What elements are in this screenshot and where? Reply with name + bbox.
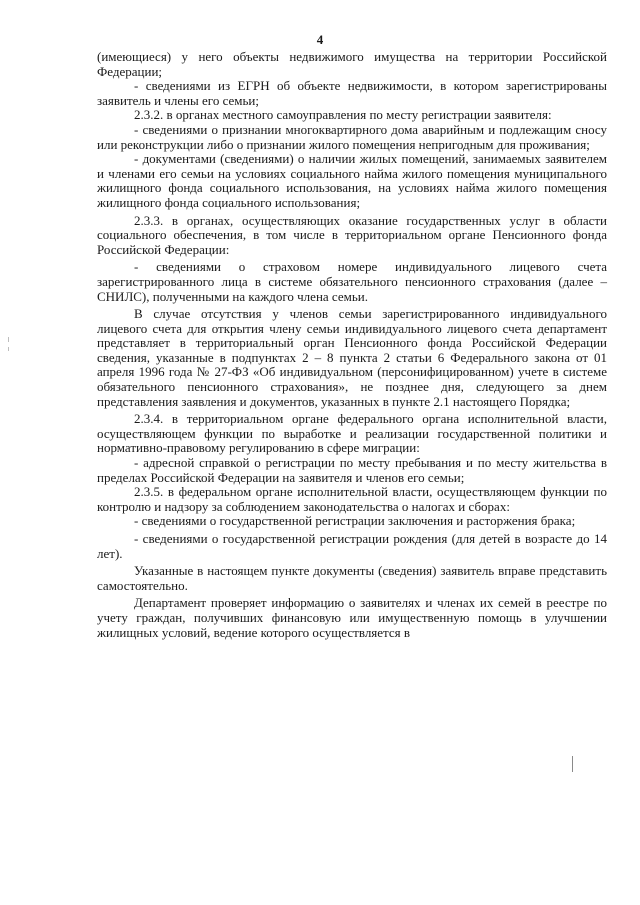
paragraph: Департамент проверяет информацию о заявителях и членах их семей в реестре по учету граждан, получивших финансовую или имущественную помощь в улучшении жилищных условий, ведение которого осуществляется в — [97, 595, 607, 640]
paragraph: - сведениями о государственной регистрации заключения и расторжения брака; — [134, 513, 576, 529]
paragraph: - адресной справкой о регистрации по месту пребывания и по месту жительства в пределах Российской Федерации на заявителя и членов его семьи; — [97, 455, 607, 485]
paragraph: 2.3.3. в органах, осуществляющих оказание государственных услуг в области социального обеспечения, в том числе в территориальном органе Пенсионного фонда Российской Федерации: — [97, 212, 607, 257]
paragraph: - сведениями о государственной регистрации рождения (для детей в возрасте до 14 лет). — [97, 531, 607, 561]
paragraph: - сведениями из ЕГРН об объекте недвижимости, в котором зарегистрированы заявитель и члены его семьи; — [97, 78, 607, 108]
paragraph: 2.3.2. в органах местного самоуправления по месту регистрации заявителя: — [134, 107, 552, 123]
margin-mark — [8, 347, 9, 351]
page-number: 4 — [316, 32, 324, 47]
paragraph: Указанные в настоящем пункте документы (сведения) заявитель вправе представить самостоятельно. — [97, 563, 607, 593]
paragraph: (имеющиеся) у него объекты недвижимого имущества на территории Российской Федерации; — [97, 49, 607, 79]
paragraph: - сведениями о страховом номере индивидуального лицевого счета зарегистрированного лица в системе обязательного пенсионного страхования (далее – СНИЛС), полученными на каждого члена семьи. — [97, 259, 607, 304]
paragraph: - документами (сведениями) о наличии жилых помещений, занимаемых заявителем и членами его семьи на условиях социального найма жилого помещения муниципального жилищного фонда социального использования, на условиях найма жилого помещения жилищного фонда социального использования; — [97, 151, 607, 210]
paragraph: 2.3.4. в территориальном органе федерального органа исполнительной власти, осуществляющем функции по выработке и реализации государственной политики и нормативно-правовому регулированию в сфере миграции: — [97, 411, 607, 456]
scan-mark — [572, 756, 573, 772]
paragraph: 2.3.5. в федеральном органе исполнительной власти, осуществляющем функции по контролю и надзору за соблюдением законодательства о налогах и сборах: — [97, 484, 607, 514]
document-body — [97, 50, 607, 640]
margin-mark — [8, 337, 9, 342]
paragraph: - сведениями о признании многоквартирного дома аварийным и подлежащим сносу или реконструкции либо о признании жилого помещения непригодным для проживания; — [97, 121, 607, 152]
paragraph: В случае отсутствия у членов семьи зарегистрированного индивидуального лицевого счета для открытия члену семьи индивидуального лицевого счета департамент представляет в территориальный орган Пенсионного фонда Российской Федерации сведения, указанные в подпунктах 2 – 8 пункта 2 статьи 6 Федерального закона от 01 апреля 1996 года № 27-ФЗ «Об индивидуальном (персонифицированном) учете в системе обязательного пенсионного страхования», не позднее дня, следующего за днем представления заявления и документов, указанных в пункте 2.1 настоящего Порядка; — [97, 306, 607, 409]
